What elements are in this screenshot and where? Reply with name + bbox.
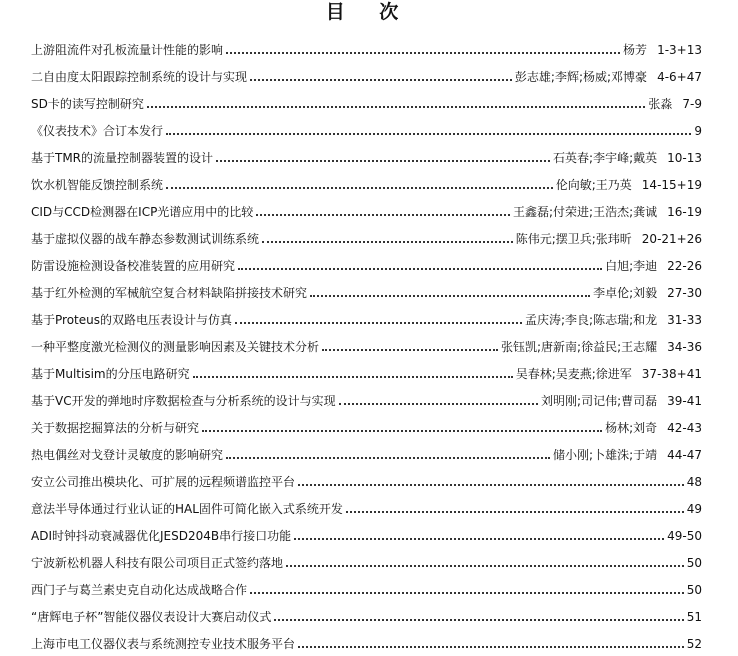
toc-entry[interactable] [31, 84, 702, 111]
dot-leader [286, 565, 684, 567]
toc-entry[interactable] [31, 300, 702, 327]
entry-pages: 49 [686, 502, 702, 516]
entry-pages: 7-9 [682, 97, 702, 111]
toc-entry[interactable] [31, 57, 702, 84]
dot-leader [147, 106, 646, 108]
entry-pages: 48 [686, 475, 702, 489]
entry-title: 西门子与葛兰素史克自动化达成战略合作 [31, 583, 248, 597]
entry-pages: 50 [686, 583, 702, 597]
toc-entry[interactable] [31, 138, 702, 165]
entry-pages: 52 [686, 637, 702, 651]
dot-leader [166, 133, 691, 135]
toc-entry[interactable] [31, 624, 702, 651]
toc-entry[interactable] [31, 516, 702, 543]
toc-entry[interactable] [31, 327, 702, 354]
dot-leader [298, 646, 684, 648]
entry-pages: 37-38+41 [641, 367, 702, 381]
dot-leader [235, 322, 522, 324]
entry-title: “唐辉电子杯”智能仪器仪表设计大赛启动仪式 [31, 610, 272, 624]
entry-authors: 陈伟元;摆卫兵;张玮昕 [515, 232, 632, 246]
toc-entry[interactable] [31, 192, 702, 219]
entry-title: 基于TMR的流量控制器装置的设计 [31, 151, 214, 165]
dot-leader [193, 376, 513, 378]
entry-pages: 50 [686, 556, 702, 570]
entry-pages: 14-15+19 [641, 178, 702, 192]
entry-authors: 彭志雄;李辉;杨威;邓博豪 [514, 70, 648, 84]
toc-entry[interactable] [31, 435, 702, 462]
toc-entry[interactable] [31, 543, 702, 570]
toc-entry[interactable] [31, 462, 702, 489]
entry-authors: 张淼 [648, 97, 673, 111]
dot-leader [339, 403, 538, 405]
dot-leader [250, 79, 512, 81]
entry-pages: 22-26 [667, 259, 702, 273]
entry-pages: 39-41 [667, 394, 702, 408]
entry-pages: 20-21+26 [641, 232, 702, 246]
entry-pages: 10-13 [667, 151, 702, 165]
entry-title: 防雷设施检测设备校准装置的应用研究 [31, 259, 236, 273]
entry-pages: 42-43 [667, 421, 702, 435]
entry-authors: 石英春;李宇峰;戴英 [553, 151, 658, 165]
toc-entry[interactable] [31, 30, 702, 57]
entry-authors: 吴春林;吴麦燕;徐进军 [515, 367, 632, 381]
entry-title: 基于虚拟仪器的战车静态参数测试训练系统 [31, 232, 260, 246]
entry-pages: 44-47 [667, 448, 702, 462]
dot-leader [346, 511, 684, 513]
dot-leader [250, 592, 684, 594]
entry-authors: 储小刚;卜雄洙;于靖 [553, 448, 658, 462]
entry-title: 宁波新松机器人科技有限公司项目正式签约落地 [31, 556, 284, 570]
dot-leader [256, 214, 510, 216]
dot-leader [274, 619, 683, 621]
dot-leader [226, 457, 550, 459]
toc-entry[interactable] [31, 381, 702, 408]
entry-title: 上海市电工仪器仪表与系统测控专业技术服务平台 [31, 637, 296, 651]
entry-authors: 李卓伦;刘毅 [593, 286, 658, 300]
entry-authors: 杨芳 [623, 43, 648, 57]
dot-leader [322, 349, 498, 351]
dot-leader [298, 484, 684, 486]
dot-leader [294, 538, 664, 540]
entry-pages: 34-36 [667, 340, 702, 354]
dot-leader [166, 187, 553, 189]
entry-title: 上游阻流件对孔板流量计性能的影响 [31, 43, 224, 57]
dot-leader [262, 241, 513, 243]
toc-entry[interactable] [31, 273, 702, 300]
toc-entry[interactable] [31, 408, 702, 435]
toc-entry[interactable] [31, 246, 702, 273]
toc-entry[interactable] [31, 219, 702, 246]
entry-pages: 1-3+13 [657, 43, 702, 57]
entry-authors: 刘明刚;司记伟;曹司磊 [541, 394, 658, 408]
toc-entry[interactable] [31, 354, 702, 381]
entry-authors: 张钰凯;唐新南;徐益民;王志耀 [500, 340, 658, 354]
entry-authors: 白旭;李迪 [605, 259, 658, 273]
entry-title: 一种平整度激光检测仪的测量影响因素及关键技术分析 [31, 340, 320, 354]
entry-title: 饮水机智能反馈控制系统 [31, 178, 164, 192]
toc-entry[interactable] [31, 570, 702, 597]
entry-title: 意法半导体通过行业认证的HAL固件可简化嵌入式系统开发 [31, 502, 343, 516]
entry-pages: 31-33 [667, 313, 702, 327]
entry-title: 基于Multisim的分压电路研究 [31, 367, 190, 381]
toc-entry[interactable] [31, 111, 702, 138]
entry-authors: 孟庆涛;李良;陈志瑞;和龙 [524, 313, 658, 327]
entry-pages: 16-19 [667, 205, 702, 219]
entry-title: CID与CCD检测器在ICP光谱应用中的比较 [31, 205, 254, 219]
dot-leader [310, 295, 590, 297]
entry-title: 热电偶丝对戈登计灵敏度的影响研究 [31, 448, 224, 462]
dot-leader [202, 430, 602, 432]
entry-authors: 杨林;刘奇 [605, 421, 658, 435]
toc-entry[interactable] [31, 489, 702, 516]
entry-title: 安立公司推出模块化、可扩展的远程频谱监控平台 [31, 475, 296, 489]
entry-pages: 27-30 [667, 286, 702, 300]
entry-title: 基于红外检测的军械航空复合材料缺陷拼接技术研究 [31, 286, 308, 300]
entry-pages: 49-50 [667, 529, 702, 543]
entry-pages: 4-6+47 [657, 70, 702, 84]
entry-title: 二自由度太阳跟踪控制系统的设计与实现 [31, 70, 248, 84]
entry-pages: 9 [694, 124, 702, 138]
entry-title: 基于Proteus的双路电压表设计与仿真 [31, 313, 232, 327]
entry-title: 基于VC开发的弹地时序数据检查与分析系统的设计与实现 [31, 394, 336, 408]
toc-entry[interactable] [31, 165, 702, 192]
page-title: 目 次 [325, 1, 413, 23]
entry-title: ADI时钟抖动衰减器优化JESD204B串行接口功能 [31, 529, 292, 543]
entry-authors: 王鑫磊;付荣进;王浩杰;龚诚 [512, 205, 658, 219]
entry-pages: 51 [686, 610, 702, 624]
toc-entry[interactable] [31, 597, 702, 624]
entry-authors: 伦向敏;王乃英 [555, 178, 632, 192]
dot-leader [216, 160, 550, 162]
toc-list [31, 30, 702, 651]
entry-title: 关于数据挖掘算法的分析与研究 [31, 421, 200, 435]
entry-title: 《仪表技术》合订本发行 [31, 124, 164, 138]
dot-leader [226, 52, 620, 54]
dot-leader [238, 268, 602, 270]
entry-title: SD卡的读写控制研究 [31, 97, 144, 111]
